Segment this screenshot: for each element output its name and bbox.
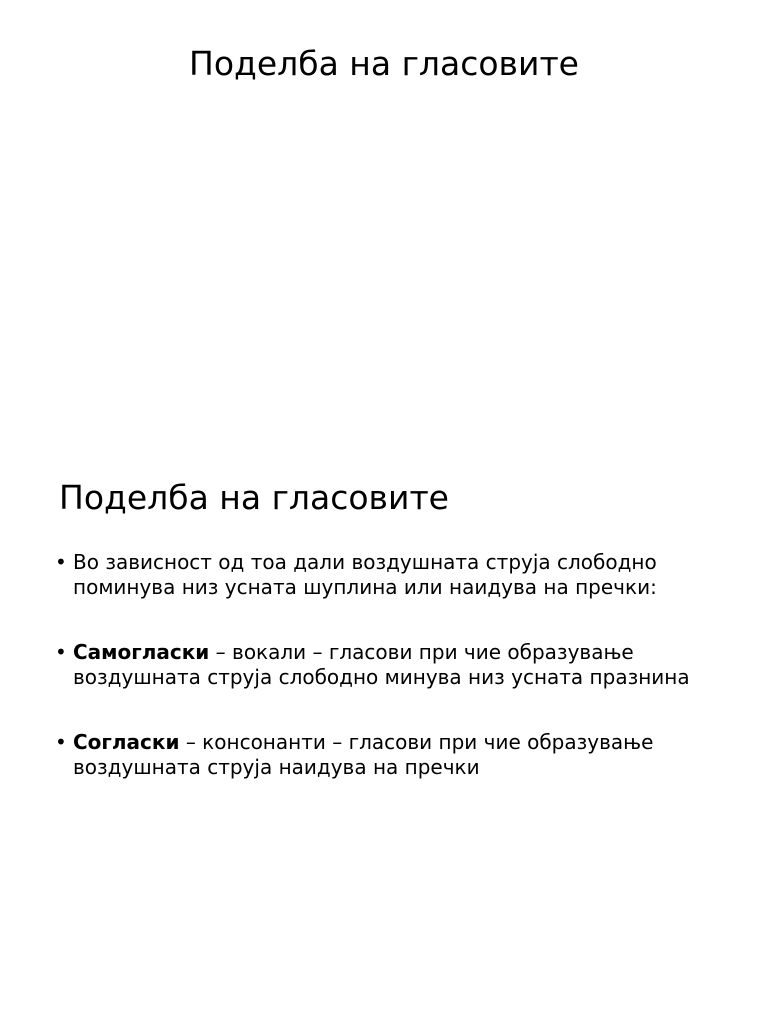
- bullet-marker: •: [55, 640, 67, 664]
- bullet-marker: •: [55, 730, 67, 754]
- term-consonants: Согласки: [73, 730, 180, 754]
- content-heading: Поделба на гласовите: [59, 478, 449, 517]
- term-vowels: Самогласки: [73, 640, 210, 664]
- bullet-item-intro: [55, 550, 715, 599]
- bullet-text: – вокали – гласови при чие образување воздушната струја слободно минува низ усната празнина: [73, 640, 690, 689]
- bullet-item-vowels: [55, 640, 715, 689]
- bullet-list: [55, 550, 715, 779]
- bullet-item-consonants: [55, 730, 715, 779]
- bullet-text: Во зависност од тоа дали воздушната струја слободно поминува низ усната шуплина или наидува на пречки:: [73, 550, 657, 599]
- slide-title: Поделба на гласовите: [189, 44, 579, 83]
- bullet-marker: •: [55, 550, 67, 574]
- bullet-text: – консонанти – гласови при чие образување воздушната струја наидува на пречки: [73, 730, 654, 779]
